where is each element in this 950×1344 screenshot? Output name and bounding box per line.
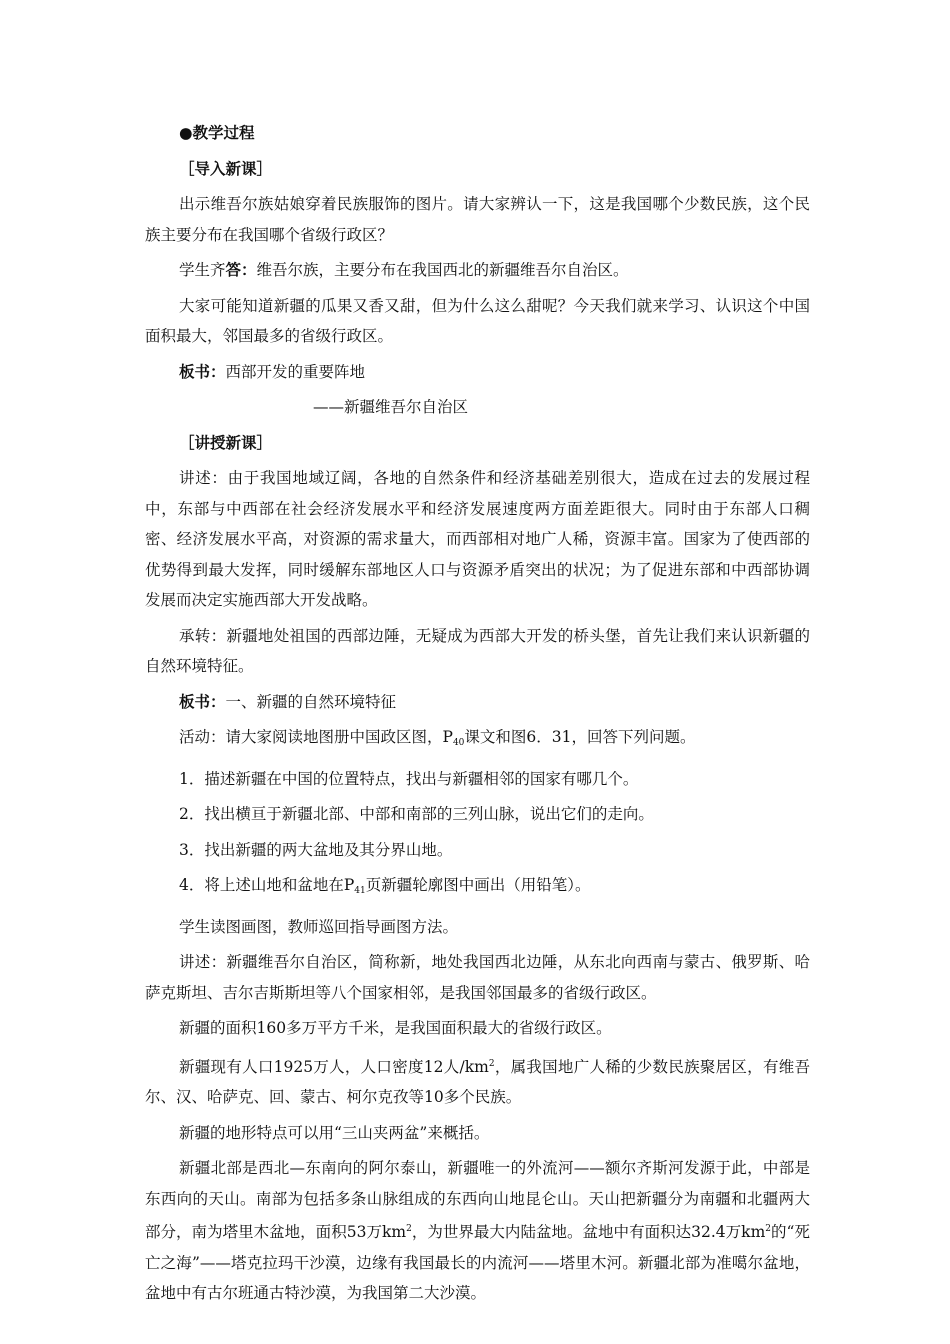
paragraph-10: 新疆的地形特点可以用“三山夹两盆”来概括。 (179, 1123, 490, 1142)
p11-text: 新疆北部是西北—东南向的阿尔泰山，新疆唯一的外流河——额尔齐斯河发源于此，中部是东西向的天山。南部为包括多条山脉组成的东西向山地昆仑山。天山把新疆分为南疆和北疆两大部分，南为塔里木盆地，面积53万km (145, 1159, 810, 1241)
page-subscript: 40 (452, 738, 465, 748)
p11-text-3: 的“死亡之海”——塔克拉玛干沙漠，边缘有我国最长的内流河——塔里木河。新疆北部为准噶尔盆地，盆地中有古尔班通古特沙漠，为我国第二大沙漠。 (145, 1223, 810, 1302)
q4-text: 4．将上述山地和盆地在P (179, 876, 355, 894)
superscript-3: 2 (765, 1224, 772, 1234)
subsection-teaching: ［讲授新课］ (179, 433, 273, 452)
p9-text-2: ，属我国地广人稀的少数民族聚居区，有维吾尔、汉、哈萨克、回、蒙古、柯尔克孜等10多个民族。 (145, 1057, 810, 1106)
board-note-2 (145, 687, 810, 718)
board-note-1 (145, 357, 810, 388)
paragraph-7: 讲述：新疆维吾尔自治区，简称新，地处我国西北边陲，从东北向西南与蒙古、俄罗斯、哈萨克斯坦、吉尔吉斯斯坦等八个国家相邻，是我国邻国最多的省级行政区。 (145, 953, 810, 1002)
board-text: 西部开发的重要阵地 (225, 362, 366, 381)
paragraph-11 (145, 1153, 810, 1309)
paragraph-2 (145, 255, 810, 286)
p2-answer-label: 答： (225, 261, 257, 279)
paragraph-8: 新疆的面积160多万平方千米，是我国面积最大的省级行政区。 (179, 1019, 612, 1037)
paragraph-6: 学生读图画图，教师巡回指导画图方法。 (179, 917, 459, 936)
paragraph-5: 承转：新疆地处祖国的西部边陲，无疑成为西部大开发的桥头堡，首先让我们来认识新疆的自然环境特征。 (145, 626, 810, 675)
board-text-2: 一、新疆的自然环境特征 (225, 692, 397, 711)
superscript-2: 2 (406, 1224, 412, 1234)
p9-text: 新疆现有人口1925万人，人口密度12人/km (179, 1057, 489, 1076)
section-heading: ●教学过程 (179, 124, 255, 142)
superscript: 2 (488, 1058, 495, 1069)
activity (145, 722, 810, 759)
p2-lead: 学生齐 (179, 261, 226, 279)
paragraph-9 (145, 1049, 810, 1113)
board-label-2: 板书： (179, 692, 226, 711)
paragraph-3: 大家可能知道新疆的瓜果又香又甜，但为什么这么甜呢？今天我们就来学习、认识这个中国面积最大，邻国最多的省级行政区。 (145, 296, 810, 345)
question-3: 3．找出新疆的两大盆地及其分界山地。 (179, 840, 453, 859)
subsection-intro: ［导入新课］ (179, 159, 273, 178)
question-2: 2．找出横亘于新疆北部、中部和南部的三列山脉，说出它们的走向。 (179, 805, 654, 823)
q4-text-2: 页新疆轮廓图中画出（用铅笔）。 (365, 876, 591, 894)
page-subscript-2: 41 (354, 886, 366, 896)
document-body (145, 118, 810, 1309)
board-label: 板书： (179, 362, 226, 381)
p11-text-2: ，为世界最大内陆盆地。盆地中有面积达32.4万km (411, 1223, 766, 1241)
question-1: 1．描述新疆在中国的位置特点，找出与新疆相邻的国家有哪几个。 (179, 769, 639, 788)
paragraph-1: 出示维吾尔族姑娘穿着民族服饰的图片。请大家辨认一下，这是我国哪个少数民族，这个民族主要分布在我国哪个省级行政区？ (145, 195, 810, 244)
p2-text: 维吾尔族，主要分布在我国西北的新疆维吾尔自治区。 (256, 261, 629, 279)
paragraph-4: 讲述：由于我国地域辽阔，各地的自然条件和经济基础差别很大，造成在过去的发展过程中，东部与中西部在社会经济发展水平和经济发展速度两方面差距很大。同时由于东部人口稠密、经济发展水平高，对资源的需求量大，而西部相对地广人稀，资源丰富。国家为了使西部的优势得到最大发挥，同时缓解东部地区人口与资源矛盾突出的状况；为了促进东部和中西部协调发展而决定实施西部大开发战略。 (145, 469, 810, 609)
board-note-1-sub: ——新疆维吾尔自治区 (313, 398, 469, 416)
activity-text-2: 课文和图6．31，回答下列问题。 (464, 728, 696, 746)
activity-text: 活动：请大家阅读地图册中国政区图，P (179, 728, 453, 746)
question-4 (145, 870, 810, 907)
